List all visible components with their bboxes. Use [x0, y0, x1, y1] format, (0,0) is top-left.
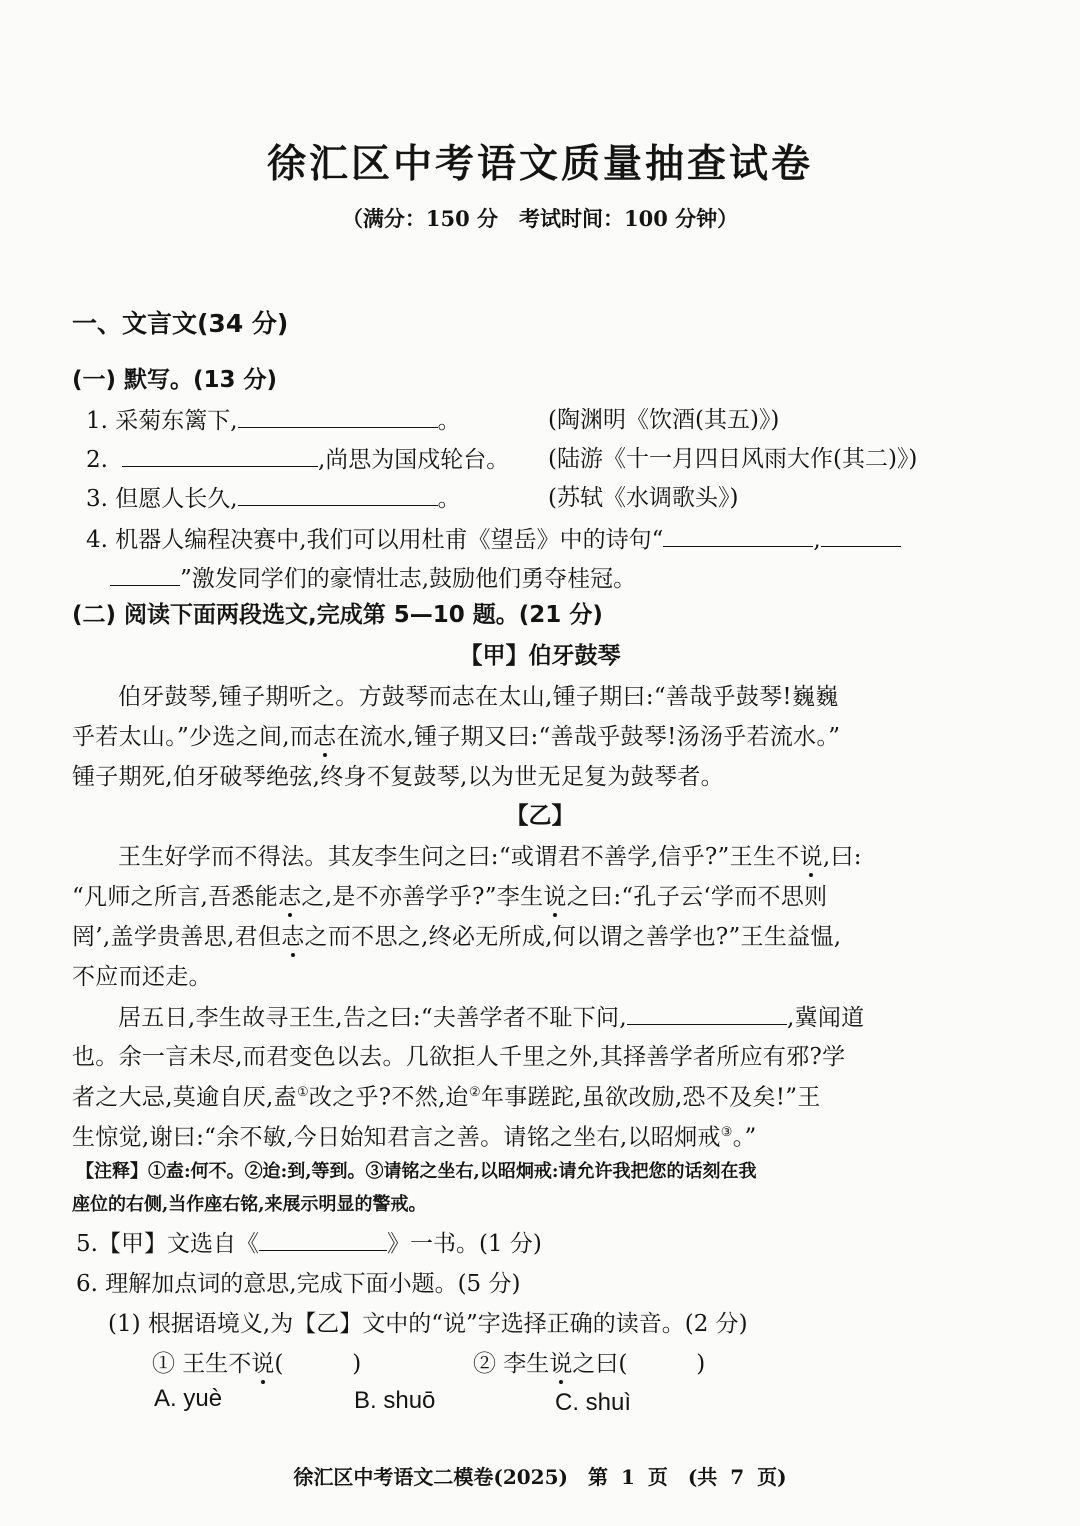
notes-line-2: 座位的右侧,当作座右铭,来展示明显的警戒。	[72, 1194, 427, 1215]
q4-line1: 4. 机器人编程决赛中,我们可以用杜甫《望岳》中的诗句“	[86, 527, 664, 553]
q6-item-1	[152, 1353, 361, 1376]
q3-source: (苏轼《水调歌头》)	[548, 485, 739, 511]
jia-line-2b: 在流水,锺子期又曰:“善哉乎鼓琴!汤汤乎若流水。”	[336, 724, 841, 750]
q2-num: 2.	[86, 447, 108, 473]
q3-text: 3. 但愿人长久,	[86, 486, 238, 512]
yi-text: ,冀闻道	[786, 1005, 865, 1031]
q5-blank[interactable]	[259, 1232, 387, 1251]
dotted-word: 志	[278, 884, 302, 910]
yi-title: 【乙】	[505, 803, 575, 829]
part1-heading: (一) 默写。(13 分)	[72, 367, 278, 393]
yi-text: 之曰:“孔子云‘学而不思则	[566, 884, 828, 910]
page-title: 徐汇区中考语文质量抽查试卷	[266, 142, 813, 187]
option-b[interactable]: B. shuō	[354, 1387, 436, 1414]
q5-text: 》一书。(1 分)	[386, 1231, 542, 1257]
yi-p2-line-3	[72, 1086, 821, 1110]
yi-p2-line-4	[72, 1126, 757, 1150]
footnote-mark: ②	[468, 1085, 481, 1100]
dotted-word: 说	[543, 884, 567, 910]
yi-text: 之,是不亦善学乎?”李生	[301, 884, 544, 910]
jia-line-2	[72, 726, 840, 749]
footnote-mark: ③	[720, 1125, 733, 1140]
dotted-word: 说	[799, 844, 823, 870]
exam-info: （满分：150 分 考试时间：100 分钟）	[341, 206, 739, 231]
yi-text: 生惊觉,谢曰:“余不敏,今日始知君言之善。请铭之坐右,以昭炯戒	[72, 1124, 721, 1151]
yi-text: 年事蹉跎,虽欲改励,恐不及矣!”王	[480, 1084, 821, 1111]
q4-blank-2[interactable]	[821, 528, 901, 547]
dotted-word: 志	[281, 924, 305, 950]
q4-blank-1[interactable]	[663, 528, 813, 547]
yi-line-4: 不应而还走。	[72, 964, 212, 990]
yi-text: 罔’,盖学贵善思,君但	[72, 924, 282, 950]
yi-text: 之而不思之,终必无所成,何以谓之善学也?”王生益愠,	[304, 924, 842, 950]
question-6-sub1: (1) 根据语境义,为【乙】文中的“说”字选择正确的读音。(2 分)	[108, 1311, 748, 1337]
yi-text: “凡师之所言,吾悉能	[72, 884, 279, 910]
yi-line-3	[72, 926, 841, 949]
footnote-mark: ①	[296, 1085, 309, 1100]
q5-text: 5.【甲】文选自《	[76, 1231, 259, 1257]
yi-p2-line-1	[118, 1006, 864, 1030]
option-c[interactable]: C. shuì	[555, 1389, 632, 1416]
page-footer: 徐汇区中考语文二模卷(2025) 第 1 页 (共 7 页)	[293, 1465, 787, 1489]
q2-tail: ,尚思为国戍轮台。	[317, 447, 510, 473]
yi-p2-line-2: 也。余一言未尽,而君变色以去。几欲拒人千里之外,其择善学者所应有邪?学	[72, 1044, 846, 1070]
q1-source: (陶渊明《饮酒(其五)》)	[548, 407, 780, 433]
q1-blank[interactable]	[238, 409, 438, 428]
answer-slot[interactable]: ( )	[274, 1351, 362, 1377]
yi-text: 王生好学而不得法。其友李生问之曰:“或谓君不善学,信乎?”王生不	[118, 844, 800, 870]
q6-item-text: ① 王生不	[152, 1351, 252, 1377]
section-heading: 一、文言文(34 分)	[72, 309, 289, 338]
yi-text: 居五日,李生故寻王生,告之曰:“夫善学者不耻下问,	[118, 1005, 627, 1031]
question-5	[76, 1232, 542, 1256]
dotted-word: 说	[251, 1351, 275, 1377]
jia-title: 【甲】伯牙鼓琴	[459, 643, 621, 669]
jia-line-2a: 乎若太山。”少选之间,而	[72, 724, 314, 750]
option-a[interactable]: A. yuè	[154, 1385, 223, 1412]
q3-tail: 。	[437, 486, 461, 512]
q1-text: 1. 采菊东篱下,	[86, 408, 238, 434]
question-6: 6. 理解加点词的意思,完成下面小题。(5 分)	[76, 1271, 521, 1297]
dotted-word: 志	[313, 724, 337, 750]
question-4	[86, 528, 901, 552]
q2-source: (陆游《十一月四日风雨大作(其二)》)	[548, 446, 918, 472]
part2-heading: (二) 阅读下面两段选文,完成第 5—10 题。(21 分)	[72, 602, 603, 628]
jia-line-3: 锺子期死,伯牙破琴绝弦,终身不复鼓琴,以为世无足复为鼓琴者。	[72, 764, 724, 790]
yi-line-2	[72, 886, 827, 909]
question-3	[86, 487, 461, 511]
q3-blank[interactable]	[238, 487, 438, 506]
yi-text: ,曰:	[822, 844, 862, 870]
question-4-cont	[110, 567, 636, 591]
jia-line-1: 伯牙鼓琴,锺子期听之。方鼓琴而志在太山,锺子期曰:“善哉乎鼓琴!巍巍	[118, 684, 839, 710]
q6-item-text: ② 李生	[473, 1351, 550, 1377]
answer-slot[interactable]: 之曰( )	[572, 1351, 706, 1377]
q2-blank[interactable]	[122, 448, 318, 467]
question-2	[86, 448, 509, 472]
q4-blank-3[interactable]	[110, 567, 180, 586]
yi-line-1	[118, 846, 862, 869]
yi-blank[interactable]	[627, 1006, 787, 1025]
yi-text: 。”	[732, 1124, 757, 1151]
dotted-word: 说	[549, 1351, 573, 1377]
question-1	[86, 409, 461, 433]
yi-text: 者之大忌,莫逾自厌,盍	[72, 1084, 297, 1111]
yi-text: 改之乎?不然,迨	[308, 1084, 469, 1111]
q1-tail: 。	[437, 408, 461, 434]
q4-comma: ,	[813, 527, 821, 553]
q6-item-2	[473, 1353, 705, 1376]
notes-line-1: 【注释】①盍:何不。②迨:到,等到。③请铭之坐右,以昭炯戒:请允许我把您的话刻在我	[76, 1161, 757, 1182]
q4-line2: ”激发同学们的豪情壮志,鼓励他们勇夺桂冠。	[180, 566, 637, 592]
